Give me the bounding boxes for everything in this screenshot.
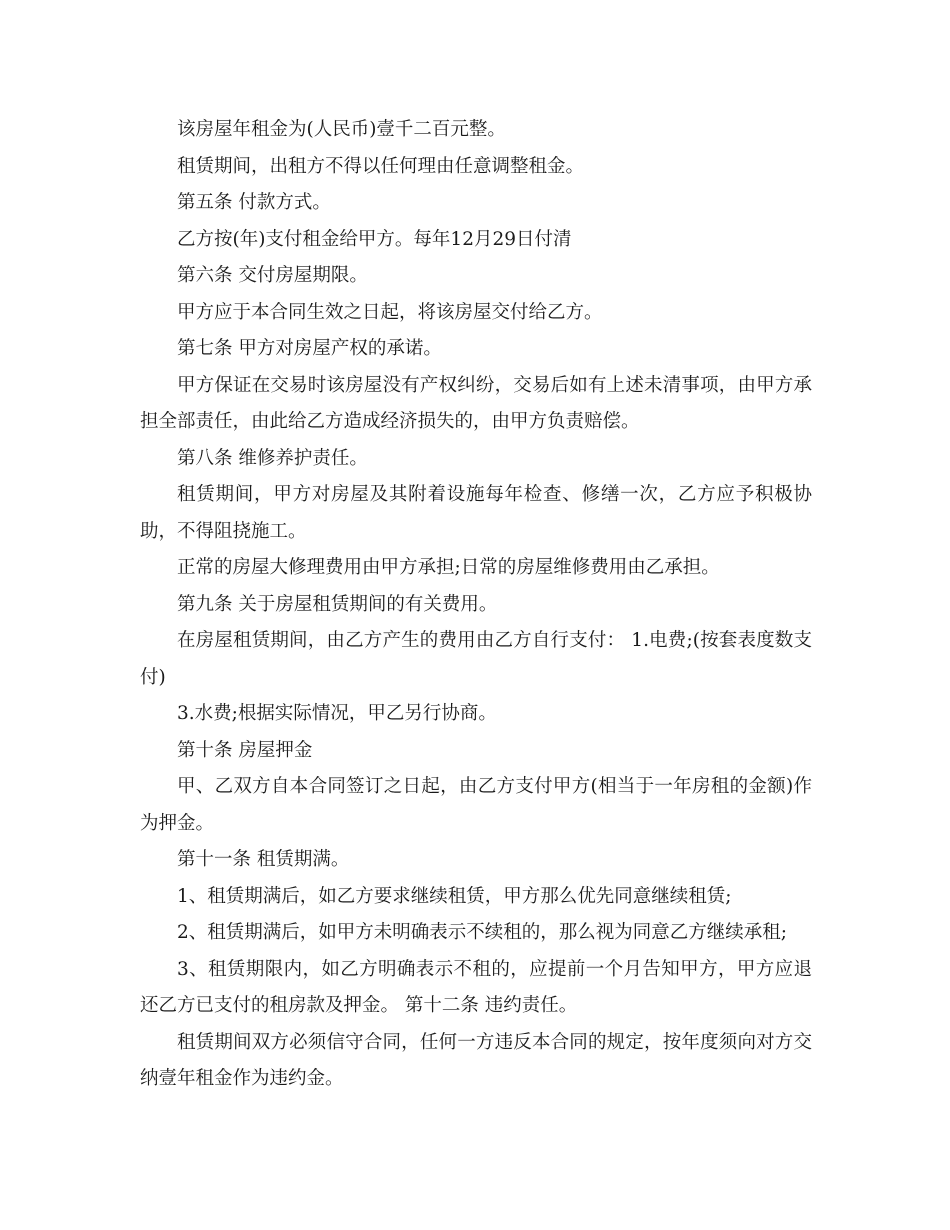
paragraph-breach: 租赁期间双方必须信守合同，任何一方违反本合同的规定，按年度须向对方交纳壹年租金作为违约金。 — [140, 1031, 812, 1089]
paragraph-expenses: 在房屋租赁期间，由乙方产生的费用由乙方自行支付： 1.电费;(按套表度数支付) — [140, 630, 812, 688]
paragraph-no-rent-adjustment: 租赁期间，出租方不得以任何理由任意调整租金。 — [177, 155, 585, 177]
heading-article-5: 第五条 付款方式。 — [177, 192, 331, 213]
paragraph-annual-rent: 该房屋年租金为(人民币)壹千二百元整。 — [177, 119, 506, 140]
paragraph-expiry-clause-3: 3、租赁期限内，如乙方明确表示不租的，应提前一个月告知甲方，甲方应退还乙方已支付的租房款及押金。 第十二条 违约责任。 — [140, 958, 812, 1016]
paragraph-delivery: 甲方应于本合同生效之日起，将该房屋交付给乙方。 — [177, 301, 603, 323]
paragraph-property-guarantee: 甲方保证在交易时该房屋没有产权纠纷，交易后如有上述未清事项，由甲方承担全部责任，由此给乙方造成经济损失的，由甲方负责赔偿。 — [140, 374, 812, 432]
paragraph-expiry-clause-1: 1、租赁期满后，如乙方要求继续租赁，甲方那么优先同意继续租赁; — [177, 885, 732, 907]
heading-article-8: 第八条 维修养护责任。 — [177, 447, 368, 469]
document-body — [140, 112, 812, 1098]
heading-article-10: 第十条 房屋押金 — [177, 739, 313, 761]
paragraph-maintenance: 租赁期间，甲方对房屋及其附着设施每年检查、修缮一次，乙方应予积极协助，不得阻挠施工。 — [140, 484, 812, 542]
paragraph-payment-schedule: 乙方按(年)支付租金给甲方。每年12月29日付清 — [177, 228, 572, 250]
paragraph-expiry-clause-2: 2、租赁期满后，如甲方未明确表示不续租的，那么视为同意乙方继续承租; — [177, 922, 788, 943]
heading-article-6: 第六条 交付房屋期限。 — [177, 265, 368, 286]
heading-article-11: 第十一条 租赁期满。 — [177, 849, 350, 870]
paragraph-water-fee: 3.水费;根据实际情况，甲乙另行协商。 — [177, 703, 497, 724]
heading-article-7: 第七条 甲方对房屋产权的承诺。 — [177, 338, 442, 359]
paragraph-repair-costs: 正常的房屋大修理费用由甲方承担;日常的房屋维修费用由乙承担。 — [177, 557, 720, 578]
heading-article-9: 第九条 关于房屋租赁期间的有关费用。 — [177, 593, 498, 615]
paragraph-deposit: 甲、乙双方自本合同签订之日起，由乙方支付甲方(相当于一年房租的金额)作为押金。 — [140, 776, 812, 834]
